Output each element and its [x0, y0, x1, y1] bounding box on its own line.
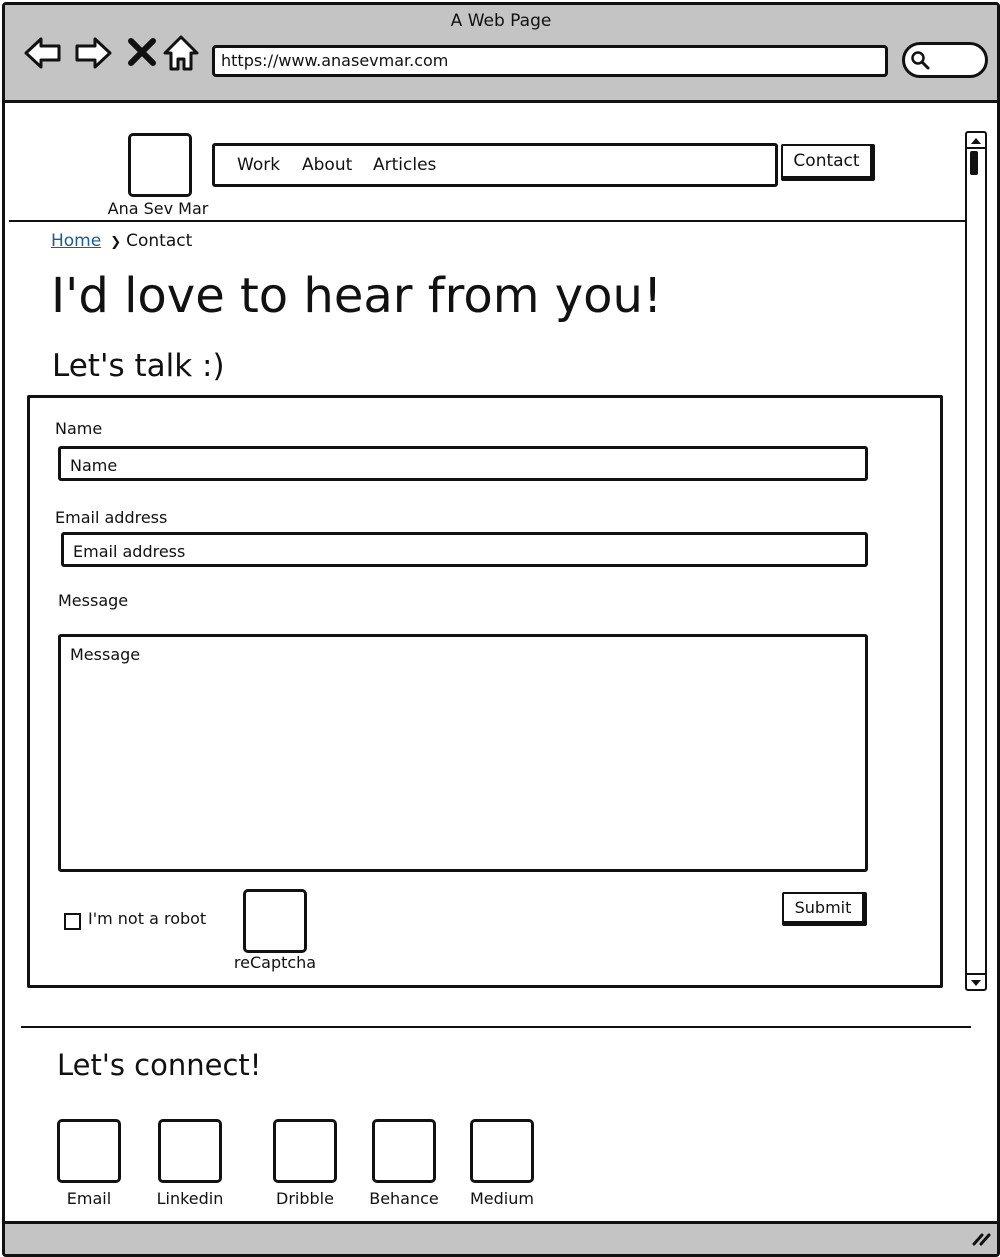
robot-checkbox[interactable]: [64, 913, 81, 930]
behance-icon: [372, 1119, 436, 1183]
contact-form: [27, 395, 943, 988]
scrollbar-thumb[interactable]: [970, 151, 978, 175]
message-label: Message: [58, 591, 129, 610]
name-label: Name: [55, 419, 103, 438]
social-link-email[interactable]: [49, 1119, 129, 1208]
name-field[interactable]: [58, 446, 868, 481]
resize-grip-icon[interactable]: [971, 1230, 991, 1246]
contact-button[interactable]: Contact: [781, 144, 875, 181]
search-box[interactable]: [902, 42, 988, 78]
close-x-icon[interactable]: [123, 33, 163, 73]
social-label: Medium: [470, 1189, 534, 1208]
scroll-down-arrow-icon[interactable]: [967, 973, 985, 989]
scroll-up-arrow-icon[interactable]: [967, 133, 985, 149]
chevron-right-icon: ❯: [110, 235, 122, 250]
social-link-dribble[interactable]: [265, 1119, 345, 1208]
back-arrow-icon[interactable]: [23, 33, 63, 73]
header-divider: [9, 220, 967, 222]
social-label: Linkedin: [156, 1189, 224, 1208]
social-label: Dribble: [276, 1189, 334, 1208]
message-textarea[interactable]: [58, 634, 868, 872]
social-label: Email: [66, 1189, 112, 1208]
connect-title: Let's connect!: [57, 1048, 262, 1082]
window-title: A Web Page: [450, 11, 552, 31]
home-icon[interactable]: [161, 33, 201, 73]
nav-item-work[interactable]: Work: [237, 155, 281, 175]
social-link-linkedin[interactable]: [150, 1119, 230, 1208]
dribble-icon: [273, 1119, 337, 1183]
linkedin-icon: [158, 1119, 222, 1183]
social-label: Behance: [369, 1189, 439, 1208]
medium-icon: [470, 1119, 534, 1183]
status-bar: [5, 1221, 997, 1254]
name-placeholder: Name: [70, 456, 118, 475]
social-link-behance[interactable]: [364, 1119, 444, 1208]
email-label: Email address: [55, 508, 168, 527]
social-link-medium[interactable]: [462, 1119, 542, 1208]
footer-divider: [21, 1026, 971, 1028]
page-subtitle: Let's talk :): [52, 348, 225, 384]
vertical-scrollbar[interactable]: [965, 131, 987, 991]
nav-item-articles[interactable]: Articles: [373, 155, 437, 175]
email-field[interactable]: [61, 532, 868, 567]
breadcrumb-current: Contact: [126, 231, 193, 251]
nav-item-about[interactable]: About: [302, 155, 353, 175]
submit-button[interactable]: Submit: [782, 892, 867, 926]
breadcrumb: [51, 231, 192, 251]
message-placeholder: Message: [70, 645, 141, 664]
browser-window: [2, 2, 1000, 1257]
robot-label: I'm not a robot: [88, 909, 207, 928]
email-placeholder: Email address: [73, 542, 186, 561]
breadcrumb-home-link[interactable]: Home: [51, 231, 102, 251]
recaptcha-image[interactable]: [243, 889, 307, 953]
logo-label: Ana Sev Mar: [107, 199, 209, 218]
email-icon: [57, 1119, 121, 1183]
page-content: [5, 103, 997, 1221]
url-bar[interactable]: https://www.anasevmar.com: [212, 45, 888, 77]
browser-toolbar: [5, 5, 997, 103]
page-title: I'd love to hear from you!: [51, 268, 663, 324]
forward-arrow-icon[interactable]: [73, 33, 113, 73]
logo-image[interactable]: [128, 133, 192, 197]
recaptcha-label: reCaptcha: [233, 953, 317, 972]
main-nav: [212, 143, 778, 187]
search-icon: [910, 50, 930, 70]
